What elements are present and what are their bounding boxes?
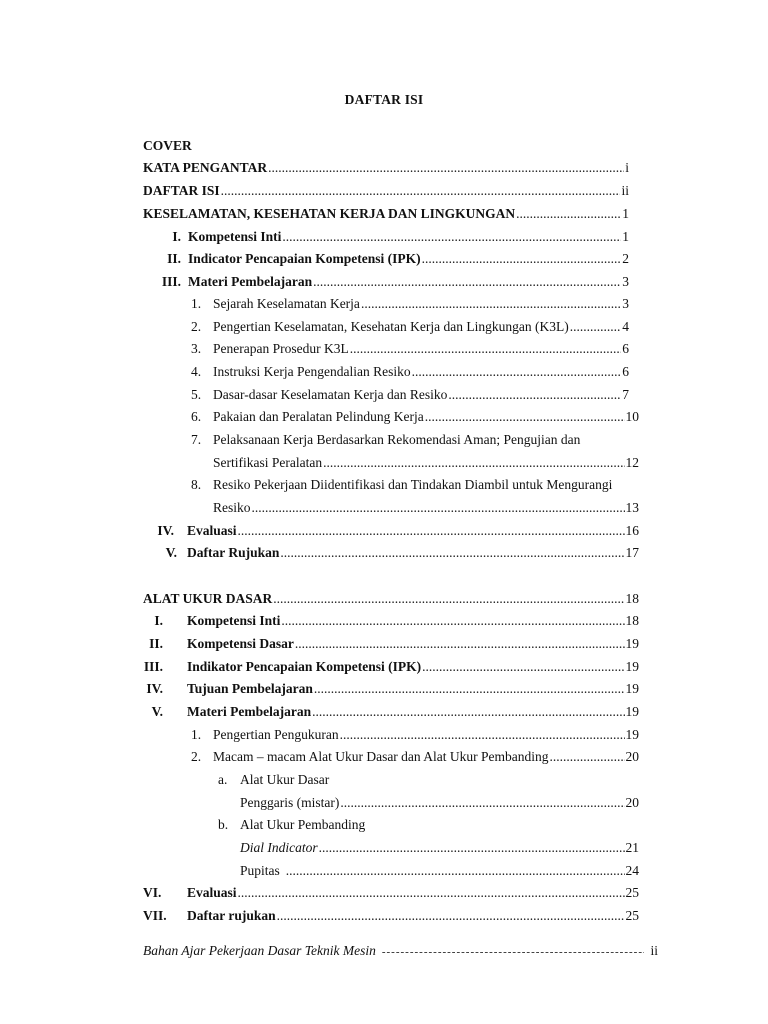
subsection-text: Pengertian Keselamatan, Kesehatan Kerja dan Lingkungan (K3L)	[213, 319, 569, 334]
toc-section	[0, 882, 768, 904]
toc-page-number: i	[625, 160, 629, 175]
leader-dots	[238, 882, 625, 904]
toc-page-number: 1	[622, 206, 629, 221]
section-text: Daftar rujukan	[187, 908, 276, 923]
subsection-text: Pelaksanaan Kerja Berdasarkan Rekomendasi Aman; Pengujian dan	[213, 432, 581, 447]
toc-subsection	[0, 293, 768, 315]
toc-subsubsection-item	[0, 837, 768, 859]
toc-section	[0, 905, 768, 927]
toc-subsubsection	[0, 814, 768, 836]
toc-section	[0, 226, 768, 248]
toc-page-number: 19	[625, 727, 639, 742]
toc-page-number: 25	[625, 908, 639, 923]
toc-subsection-continued	[0, 497, 768, 519]
subsection-text: Sejarah Keselamatan Kerja	[213, 296, 360, 311]
toc-page-number: 21	[625, 840, 639, 855]
leader-dots	[221, 180, 621, 202]
leader-dots	[281, 610, 624, 632]
toc-subsection	[0, 429, 768, 451]
section-text: Tujuan Pembelajaran	[187, 681, 313, 696]
page-title: DAFTAR ISI	[344, 92, 424, 107]
toc-subsubsection-item	[0, 860, 768, 882]
leader-dots	[425, 406, 625, 428]
section-number: III.	[161, 274, 181, 289]
toc-section	[0, 520, 768, 542]
section-text: Kompetensi Inti	[188, 229, 282, 244]
subsubsection-text: Pupitas	[240, 863, 280, 878]
leader-dots	[422, 656, 624, 678]
leader-dots	[314, 678, 625, 700]
subsubsection-letter: a.	[218, 772, 228, 787]
subsection-number: 7.	[191, 432, 202, 447]
toc-subsection	[0, 384, 768, 406]
subsection-text: Sertifikasi Peralatan	[213, 455, 323, 470]
section-text: Kompetensi Inti	[187, 613, 281, 628]
section-number: V.	[165, 545, 177, 560]
toc-chapter-text: ALAT UKUR DASAR	[143, 591, 273, 606]
toc-page-number: 1	[622, 229, 629, 244]
toc-subsection	[0, 316, 768, 338]
subsubsection-text: Penggaris (mistar)	[240, 795, 340, 810]
section-text: Daftar Rujukan	[187, 545, 280, 560]
section-text: Evaluasi	[187, 523, 237, 538]
leader-dots	[313, 271, 621, 293]
subsubsection-text: Alat Ukur Pembanding	[240, 817, 366, 832]
subsection-text: Macam – macam Alat Ukur Dasar dan Alat Ukur Pembanding	[213, 749, 549, 764]
leader-dots	[277, 905, 625, 927]
leader-dots	[252, 497, 625, 519]
leader-dots	[350, 338, 622, 360]
subsection-text: Penerapan Prosedur K3L	[213, 341, 349, 356]
toc-page-number: 6	[622, 341, 629, 356]
toc-page-number: 18	[625, 613, 639, 628]
leader-dots	[286, 860, 625, 882]
toc-page-number: 20	[625, 795, 639, 810]
toc-page-number: 2	[622, 251, 629, 266]
section-number: VI.	[143, 885, 162, 900]
toc-page-number: 10	[625, 409, 639, 424]
leader-dots	[412, 361, 622, 383]
leader-dots	[273, 588, 624, 610]
toc-chapter-k3l	[0, 203, 768, 225]
toc-page-number: 16	[625, 523, 639, 538]
subsection-text: Resiko Pekerjaan Diidentifikasi dan Tindakan Diambil untuk Mengurangi	[213, 477, 613, 492]
section-number: III.	[143, 659, 163, 674]
subsection-number: 8.	[191, 477, 202, 492]
toc-section	[0, 633, 768, 655]
footer-dash-rule	[382, 946, 645, 958]
toc-page-number: 25	[625, 885, 639, 900]
leader-dots	[516, 203, 621, 225]
subsection-number: 5.	[191, 387, 202, 402]
section-text: Indicator Pencapaian Kompetensi (IPK)	[188, 251, 421, 266]
toc-page-number: 19	[625, 681, 639, 696]
toc-section	[0, 248, 768, 270]
toc-page-number: 3	[622, 274, 629, 289]
toc-subsection	[0, 361, 768, 383]
leader-dots	[312, 701, 624, 723]
subsection-text: Dasar-dasar Keselamatan Kerja dan Resiko	[213, 387, 448, 402]
leader-dots	[361, 293, 621, 315]
page-footer	[143, 943, 658, 963]
leader-dots	[280, 542, 624, 564]
subsubsection-letter: b.	[218, 817, 229, 832]
subsection-number: 1.	[191, 727, 202, 742]
subsubsection-text: Dial Indicator	[240, 840, 318, 855]
subsection-number: 2.	[191, 319, 202, 334]
subsection-text: Pengertian Pengukuran	[213, 727, 339, 742]
subsection-text: Resiko	[213, 500, 251, 515]
leader-dots	[448, 384, 621, 406]
toc-entry-daftar-isi	[0, 180, 768, 202]
toc-page-number: 3	[622, 296, 629, 311]
toc-section	[0, 610, 768, 632]
toc-page-number: 24	[625, 863, 639, 878]
subsection-number: 3.	[191, 341, 202, 356]
toc-page-number: 6	[622, 364, 629, 379]
toc-subsection	[0, 338, 768, 360]
footer-page-number: ii	[650, 943, 658, 958]
toc-subsection	[0, 474, 768, 496]
toc-subsubsection-item	[0, 792, 768, 814]
section-number: IV.	[146, 681, 163, 696]
section-number: V.	[151, 704, 163, 719]
toc-section	[0, 656, 768, 678]
toc-entry-text: KATA PENGANTAR	[143, 160, 268, 175]
section-text: Evaluasi	[187, 885, 237, 900]
toc-page-number: 19	[625, 704, 639, 719]
section-text: Kompetensi Dasar	[187, 636, 294, 651]
toc-page-number: 19	[625, 659, 639, 674]
leader-dots	[340, 724, 625, 746]
leader-dots	[268, 157, 624, 179]
toc-chapter-alat-ukur	[0, 588, 768, 610]
leader-dots	[422, 248, 622, 270]
toc-page-number: ii	[621, 183, 629, 198]
section-text: Materi Pembelajaran	[187, 704, 312, 719]
toc-page-number: 13	[625, 500, 639, 515]
subsection-number: 6.	[191, 409, 202, 424]
section-number: II.	[149, 636, 163, 651]
footer-text: Bahan Ajar Pekerjaan Dasar Teknik Mesin	[143, 943, 376, 958]
toc-page-number: 19	[625, 636, 639, 651]
toc-entry-text: DAFTAR ISI	[143, 183, 220, 198]
subsection-number: 4.	[191, 364, 202, 379]
toc-page-number: 18	[625, 591, 639, 606]
subsection-number: 1.	[191, 296, 202, 311]
leader-dots	[570, 316, 622, 338]
leader-dots	[550, 746, 625, 768]
subsubsection-text: Alat Ukur Dasar	[240, 772, 330, 787]
leader-dots	[238, 520, 625, 542]
toc-page-number: 20	[625, 749, 639, 764]
toc-chapter-text: KESELAMATAN, KESEHATAN KERJA DAN LINGKUNGAN	[143, 206, 516, 221]
section-number: I.	[172, 229, 181, 244]
toc-entry-kata-pengantar	[0, 157, 768, 179]
toc-section	[0, 271, 768, 293]
leader-dots	[340, 792, 624, 814]
leader-dots	[323, 452, 624, 474]
toc-subsection-continued	[0, 452, 768, 474]
subsection-text: Instruksi Kerja Pengendalian Resiko	[213, 364, 411, 379]
leader-dots	[282, 226, 621, 248]
toc-cover-label: COVER	[143, 138, 192, 153]
section-number: IV.	[157, 523, 174, 538]
section-text: Materi Pembelajaran	[188, 274, 313, 289]
section-number: II.	[167, 251, 181, 266]
leader-dots	[319, 837, 625, 859]
toc-page-number: 4	[622, 319, 629, 334]
leader-dots	[295, 633, 625, 655]
toc-section	[0, 678, 768, 700]
toc-section	[0, 701, 768, 723]
section-number: I.	[154, 613, 163, 628]
toc-section	[0, 542, 768, 564]
toc-page-number: 7	[622, 387, 629, 402]
toc-subsection	[0, 724, 768, 746]
toc-page-number: 17	[625, 545, 639, 560]
toc-page-number: 12	[625, 455, 639, 470]
subsection-number: 2.	[191, 749, 202, 764]
toc-subsubsection	[0, 769, 768, 791]
subsection-text: Pakaian dan Peralatan Pelindung Kerja	[213, 409, 424, 424]
toc-subsection	[0, 406, 768, 428]
section-text: Indikator Pencapaian Kompetensi (IPK)	[187, 659, 422, 674]
toc-cover	[0, 135, 768, 157]
section-number: VII.	[143, 908, 167, 923]
toc-subsection	[0, 746, 768, 768]
